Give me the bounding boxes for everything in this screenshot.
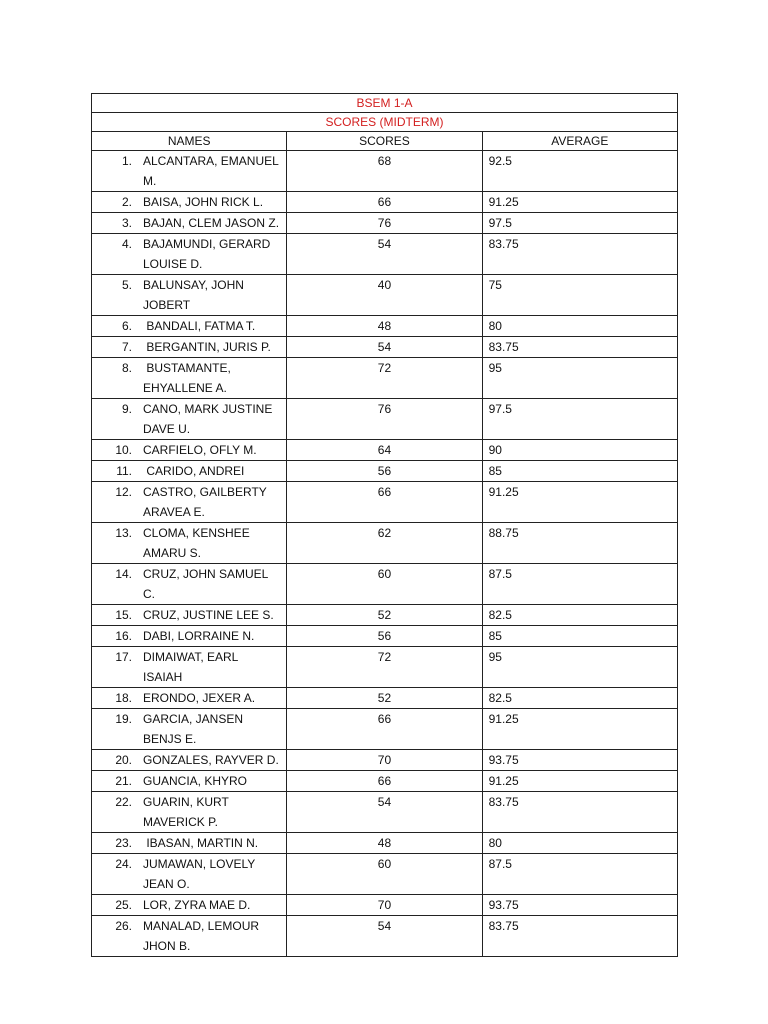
average-cell: 91.25 bbox=[482, 771, 677, 792]
student-name: CLOMA, KENSHEE AMARU S. bbox=[143, 526, 253, 560]
average-cell: 83.75 bbox=[482, 916, 677, 957]
student-name: ALCANTARA, EMANUEL M. bbox=[143, 154, 282, 188]
row-number: 13. bbox=[115, 526, 132, 540]
table-row bbox=[92, 151, 678, 192]
score-cell: 66 bbox=[287, 709, 482, 750]
row-number: 9. bbox=[121, 402, 132, 416]
score-cell: 48 bbox=[287, 833, 482, 854]
table-row bbox=[92, 461, 678, 482]
table-subtitle: SCORES (MIDTERM) bbox=[92, 113, 678, 132]
row-number: 5. bbox=[121, 278, 132, 292]
names-header: NAMES bbox=[92, 132, 287, 151]
row-number: 2. bbox=[121, 195, 132, 209]
student-name: BERGANTIN, JURIS P. bbox=[143, 340, 271, 354]
average-cell: 88.75 bbox=[482, 523, 677, 564]
table-row bbox=[92, 792, 678, 833]
average-cell: 75 bbox=[482, 275, 677, 316]
table-row bbox=[92, 916, 678, 957]
row-number: 24. bbox=[115, 857, 132, 871]
average-cell: 95 bbox=[482, 358, 677, 399]
score-cell: 76 bbox=[287, 213, 482, 234]
student-name: GUARIN, KURT MAVERICK P. bbox=[143, 795, 232, 829]
student-name-cell bbox=[92, 792, 287, 833]
student-name: JUMAWAN, LOVELY JEAN O. bbox=[143, 857, 259, 891]
student-name-cell bbox=[92, 916, 287, 957]
row-number: 6. bbox=[121, 319, 132, 333]
row-number: 22. bbox=[115, 795, 132, 809]
average-cell: 83.75 bbox=[482, 337, 677, 358]
student-name-cell bbox=[92, 440, 287, 461]
student-name-cell bbox=[92, 771, 287, 792]
average-cell: 82.5 bbox=[482, 688, 677, 709]
score-cell: 66 bbox=[287, 771, 482, 792]
row-number: 20. bbox=[115, 753, 132, 767]
student-name: ERONDO, JEXER A. bbox=[143, 691, 256, 705]
table-row bbox=[92, 709, 678, 750]
student-name-cell bbox=[92, 564, 287, 605]
average-cell: 80 bbox=[482, 316, 677, 337]
score-cell: 56 bbox=[287, 626, 482, 647]
student-name: GONZALES, RAYVER D. bbox=[143, 753, 279, 767]
student-name-cell bbox=[92, 647, 287, 688]
row-number: 21. bbox=[115, 774, 132, 788]
table-row bbox=[92, 895, 678, 916]
average-cell: 91.25 bbox=[482, 192, 677, 213]
student-name-cell bbox=[92, 750, 287, 771]
score-cell: 60 bbox=[287, 854, 482, 895]
average-cell: 97.5 bbox=[482, 213, 677, 234]
score-cell: 54 bbox=[287, 234, 482, 275]
score-cell: 56 bbox=[287, 461, 482, 482]
average-cell: 90 bbox=[482, 440, 677, 461]
score-cell: 62 bbox=[287, 523, 482, 564]
score-cell: 66 bbox=[287, 192, 482, 213]
average-cell: 92.5 bbox=[482, 151, 677, 192]
average-cell: 80 bbox=[482, 833, 677, 854]
average-cell: 93.75 bbox=[482, 750, 677, 771]
row-number: 23. bbox=[115, 836, 132, 850]
student-name: BAISA, JOHN RICK L. bbox=[143, 195, 264, 209]
student-name: MANALAD, LEMOUR JHON B. bbox=[143, 919, 263, 953]
score-cell: 60 bbox=[287, 564, 482, 605]
student-name: GARCIA, JANSEN BENJS E. bbox=[143, 712, 247, 746]
table-row bbox=[92, 192, 678, 213]
table-row bbox=[92, 234, 678, 275]
row-number: 10. bbox=[115, 443, 132, 457]
row-number: 16. bbox=[115, 629, 132, 643]
student-name: DIMAIWAT, EARL ISAIAH bbox=[143, 650, 242, 684]
student-name-cell bbox=[92, 626, 287, 647]
table-row bbox=[92, 275, 678, 316]
student-name-cell bbox=[92, 358, 287, 399]
student-name-cell bbox=[92, 213, 287, 234]
table-row bbox=[92, 688, 678, 709]
average-cell: 93.75 bbox=[482, 895, 677, 916]
table-row bbox=[92, 564, 678, 605]
row-number: 3. bbox=[121, 216, 132, 230]
row-number: 1. bbox=[121, 154, 132, 168]
student-name: BAJAN, CLEM JASON Z. bbox=[143, 216, 280, 230]
average-cell: 83.75 bbox=[482, 792, 677, 833]
table-row bbox=[92, 605, 678, 626]
student-name: GUANCIA, KHYRO bbox=[143, 774, 248, 788]
student-name-cell bbox=[92, 833, 287, 854]
table-row bbox=[92, 482, 678, 523]
score-cell: 54 bbox=[287, 792, 482, 833]
student-name-cell bbox=[92, 461, 287, 482]
student-name-cell bbox=[92, 316, 287, 337]
table-row bbox=[92, 316, 678, 337]
row-number: 15. bbox=[115, 608, 132, 622]
table-row bbox=[92, 647, 678, 688]
table-row bbox=[92, 750, 678, 771]
subtitle-row bbox=[92, 113, 678, 132]
student-name-cell bbox=[92, 234, 287, 275]
table-row bbox=[92, 771, 678, 792]
score-cell: 64 bbox=[287, 440, 482, 461]
average-cell: 87.5 bbox=[482, 854, 677, 895]
row-number: 4. bbox=[121, 237, 132, 251]
student-name-cell bbox=[92, 482, 287, 523]
student-name-cell bbox=[92, 523, 287, 564]
table-row bbox=[92, 523, 678, 564]
student-name: CARIDO, ANDREI bbox=[143, 464, 245, 478]
student-name: BANDALI, FATMA T. bbox=[143, 319, 256, 333]
average-cell: 97.5 bbox=[482, 399, 677, 440]
average-cell: 95 bbox=[482, 647, 677, 688]
row-number: 8. bbox=[121, 361, 132, 375]
average-cell: 85 bbox=[482, 626, 677, 647]
student-name-cell bbox=[92, 688, 287, 709]
table-row bbox=[92, 337, 678, 358]
score-cell: 40 bbox=[287, 275, 482, 316]
table-row bbox=[92, 440, 678, 461]
student-name: CRUZ, JOHN SAMUEL C. bbox=[143, 567, 272, 601]
average-header: AVERAGE bbox=[482, 132, 677, 151]
table-row bbox=[92, 854, 678, 895]
table-row bbox=[92, 213, 678, 234]
average-cell: 87.5 bbox=[482, 564, 677, 605]
student-name: CARFIELO, OFLY M. bbox=[143, 443, 257, 457]
row-number: 17. bbox=[115, 650, 132, 664]
average-cell: 83.75 bbox=[482, 234, 677, 275]
row-number: 19. bbox=[115, 712, 132, 726]
row-number: 18. bbox=[115, 691, 132, 705]
student-name: BUSTAMANTE, EHYALLENE A. bbox=[143, 361, 235, 395]
student-name: CANO, MARK JUSTINE DAVE U. bbox=[143, 402, 276, 436]
score-cell: 76 bbox=[287, 399, 482, 440]
score-cell: 68 bbox=[287, 151, 482, 192]
row-number: 12. bbox=[115, 485, 132, 499]
class-title: BSEM 1-A bbox=[92, 94, 678, 113]
score-cell: 72 bbox=[287, 647, 482, 688]
student-name-cell bbox=[92, 399, 287, 440]
student-name-cell bbox=[92, 192, 287, 213]
score-cell: 52 bbox=[287, 688, 482, 709]
score-cell: 54 bbox=[287, 337, 482, 358]
score-cell: 48 bbox=[287, 316, 482, 337]
score-cell: 70 bbox=[287, 750, 482, 771]
scores-table bbox=[91, 93, 678, 957]
student-name-cell bbox=[92, 895, 287, 916]
row-number: 11. bbox=[116, 464, 132, 478]
student-name: CRUZ, JUSTINE LEE S. bbox=[143, 608, 274, 622]
score-cell: 72 bbox=[287, 358, 482, 399]
row-number: 7. bbox=[121, 340, 132, 354]
score-cell: 52 bbox=[287, 605, 482, 626]
average-cell: 91.25 bbox=[482, 482, 677, 523]
student-name-cell bbox=[92, 709, 287, 750]
student-name: DABI, LORRAINE N. bbox=[143, 629, 255, 643]
table-row bbox=[92, 358, 678, 399]
score-cell: 54 bbox=[287, 916, 482, 957]
student-name: BALUNSAY, JOHN JOBERT bbox=[143, 278, 248, 312]
row-number: 14. bbox=[115, 567, 132, 581]
scores-header: SCORES bbox=[287, 132, 482, 151]
header-row bbox=[92, 132, 678, 151]
score-cell: 66 bbox=[287, 482, 482, 523]
score-cell: 70 bbox=[287, 895, 482, 916]
average-cell: 82.5 bbox=[482, 605, 677, 626]
student-name-cell bbox=[92, 151, 287, 192]
student-name: CASTRO, GAILBERTY ARAVEA E. bbox=[143, 485, 270, 519]
student-name: IBASAN, MARTIN N. bbox=[143, 836, 259, 850]
row-number: 26. bbox=[115, 919, 132, 933]
row-number: 25. bbox=[115, 898, 132, 912]
average-cell: 91.25 bbox=[482, 709, 677, 750]
student-name: BAJAMUNDI, GERARD LOUISE D. bbox=[143, 237, 274, 271]
title-row bbox=[92, 94, 678, 113]
table-row bbox=[92, 399, 678, 440]
average-cell: 85 bbox=[482, 461, 677, 482]
student-name-cell bbox=[92, 854, 287, 895]
student-name: LOR, ZYRA MAE D. bbox=[143, 898, 251, 912]
table-row bbox=[92, 833, 678, 854]
table-row bbox=[92, 626, 678, 647]
student-name-cell bbox=[92, 337, 287, 358]
student-name-cell bbox=[92, 275, 287, 316]
student-name-cell bbox=[92, 605, 287, 626]
